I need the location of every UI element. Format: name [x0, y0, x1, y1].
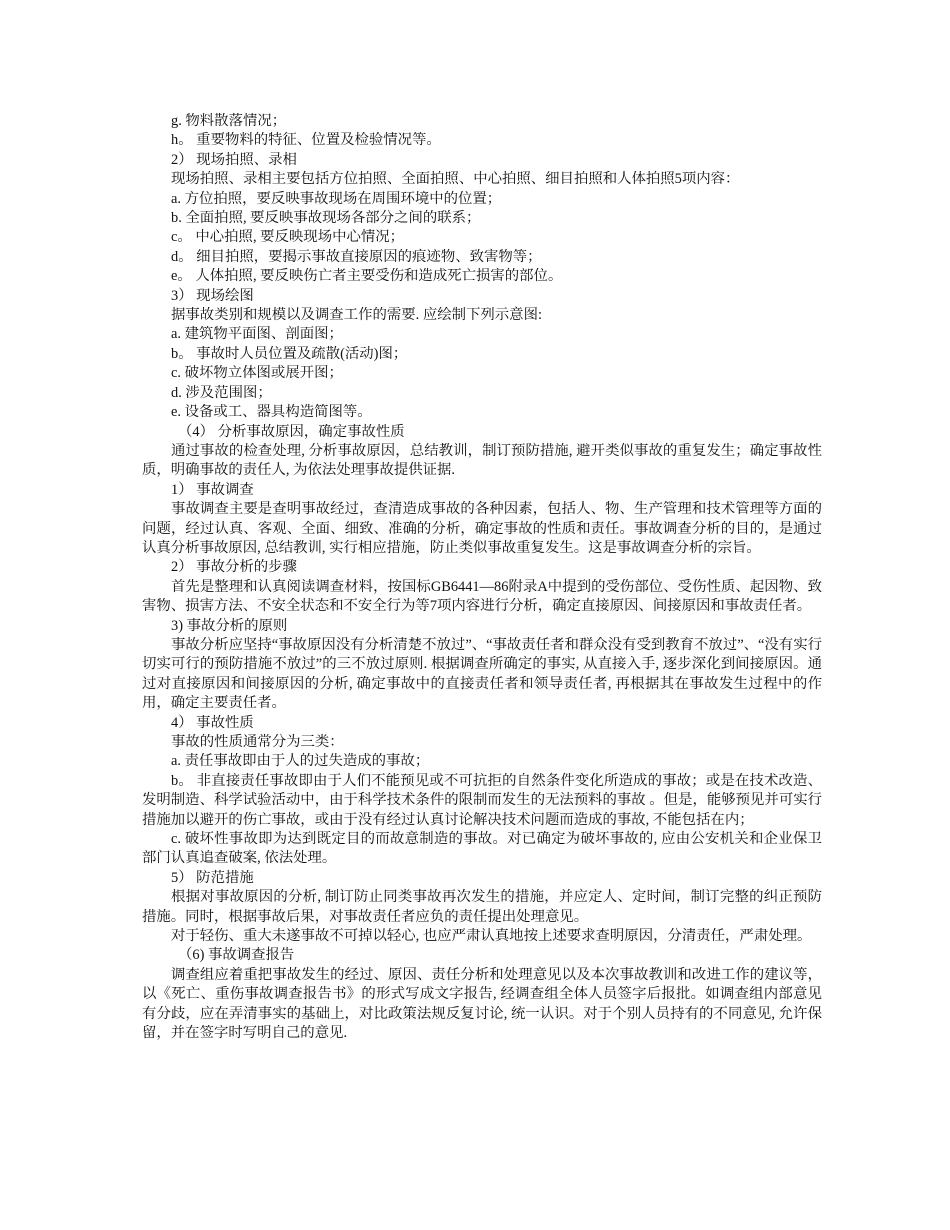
list-item: c。 中心拍照, 要反映现场中心情况； — [171, 229, 405, 246]
list-item: e。 人体拍照, 要反映伤亡者主要受伤和造成死亡损害的部位。 — [171, 268, 563, 285]
list-item: g. 物料散落情况； — [171, 113, 287, 129]
paragraph: 首先是整理和认真阅读调查材料，按国标GB6441—86附录A中提到的受伤部位、受伤性质、起因物、致害物、损害方法、不安全状态和不安全行为等7项内容进行分析，确定直接原因、间接原因和事故责任者。 — [142, 578, 822, 615]
section-heading: 4） 事故性质 — [171, 714, 254, 731]
section-heading: 2） 现场拍照、录相 — [171, 151, 297, 168]
list-item: b. 全面拍照, 要反映事故现场各部分之间的联系； — [171, 210, 481, 227]
list-item: b。 事故时人员位置及疏散(活动)图； — [171, 345, 408, 362]
paragraph: 通过事故的检查处理, 分析事故原因，总结教训，制订预防措施, 避开类似事故的重复发生；确定事故性质，明确事故的责任人, 为依法处理事故提供证据. — [142, 442, 822, 479]
paragraph: 事故分析应坚持“事故原因没有分析清楚不放过”、“事故责任者和群众没有受到教育不放过”、“没有实行切实可行的预防措施不放过”的三不放过原则. 根据调查所确定的事实, 从直接入手, 逐步深化到间接原因。通过对直接原因和间接原因的分析, 确定事故中的直接责任者和领导责任者, 再根据其在事故发生过程中的作用，确定主要责任者。 — [142, 636, 822, 712]
section-heading: 3) 事故分析的原则 — [171, 617, 288, 634]
section-heading: （4） 分析事故原因，确定事故性质 — [178, 423, 405, 440]
paragraph: 事故的性质通常分为三类： — [171, 734, 344, 750]
paragraph: 根据对事故原因的分析, 制订防止同类事故再次发生的措施，并应定人、定时间，制订完整的纠正预防措施。同时，根据事故后果，对事故责任者应负的责任提出处理意见。 — [142, 889, 822, 925]
section-heading: （6) 事故调查报告 — [178, 947, 295, 964]
document-page — [142, 112, 822, 1044]
paragraph: 据事故类别和规模以及调查工作的需要. 应绘制下列示意图: — [171, 307, 542, 324]
section-heading: 3） 现场绘图 — [171, 287, 254, 304]
section-heading: 2） 事故分析的步骤 — [171, 559, 297, 576]
paragraph: 调查组应着重把事故发生的经过、原因、责任分析和处理意见以及本次事故教训和改进工作的建议等，以《死亡、重伤事故调查报告书》的形式写成文字报告, 经调查组全体人员签字后报批。如调查组内部意见有分歧，应在弄清事实的基础上，对比政策法规反复讨论, 统一认识。对于个别人员持有的不同意见, 允许保留，并在签字时写明自己的意见. — [142, 966, 822, 1042]
list-item: a. 建筑物平面图、剖面图； — [171, 326, 343, 343]
body-block — [142, 442, 822, 1044]
list-item: h。 重要物料的特征、位置及检验情况等。 — [171, 132, 441, 149]
list-item: c. 破坏物立体图或展开图； — [171, 365, 343, 382]
list-item: e. 设备或工、器具构造简图等。 — [171, 404, 372, 421]
list-item: a. 责任事故即由于人的过失造成的事故； — [171, 753, 430, 770]
list-item: c. 破坏性事故即为达到既定目的而故意制造的事故。对已确定为破坏事故的, 应由公安机关和企业保卫部门认真追查破案, 依法处理。 — [142, 831, 822, 867]
section-heading: 5） 防范措施 — [171, 869, 254, 886]
paragraph: 事故调查主要是查明事故经过，查清造成事故的各种因素，包括人、物、生产管理和技术管理等方面的问题，经过认真、客观、全面、细致、准确的分析，确定事故的性质和责任。事故调查分析的目的，是通过认真分析事故原因, 总结教训, 实行相应措施，防止类似事故重复发生。这是事故调查分析的宗旨。 — [142, 501, 822, 556]
list-item: a. 方位拍照，要反映事故现场在周围环境中的位置； — [171, 190, 502, 207]
list-item: b。 非直接责任事故即由于人们不能预见或不可抗拒的自然条件变化所造成的事故；或是在技术改造、发明制造、科学试验活动中，由于科学技术条件的限制而发生的无法预料的事故 。但是，能够预见并可实行措施加以避开的伤亡事故，或由于没有经过认真讨论解决技术问题而造成的事故, 不能包括在内； — [142, 772, 822, 828]
list-item: d。 细目拍照，要揭示事故直接原因的痕迹物、致害物等； — [171, 248, 542, 265]
list-item: d. 涉及范围图； — [171, 384, 272, 401]
paragraph: 对于轻伤、重大未遂事故不可掉以轻心, 也应严肃认真地按上述要求查明原因，分清责任，严肃处理。 — [171, 928, 812, 945]
list-block — [142, 112, 822, 442]
paragraph: 现场拍照、录相主要包括方位拍照、全面拍照、中心拍照、细目拍照和人体拍照5项内容： — [171, 171, 740, 188]
section-heading: 1） 事故调查 — [171, 481, 254, 498]
